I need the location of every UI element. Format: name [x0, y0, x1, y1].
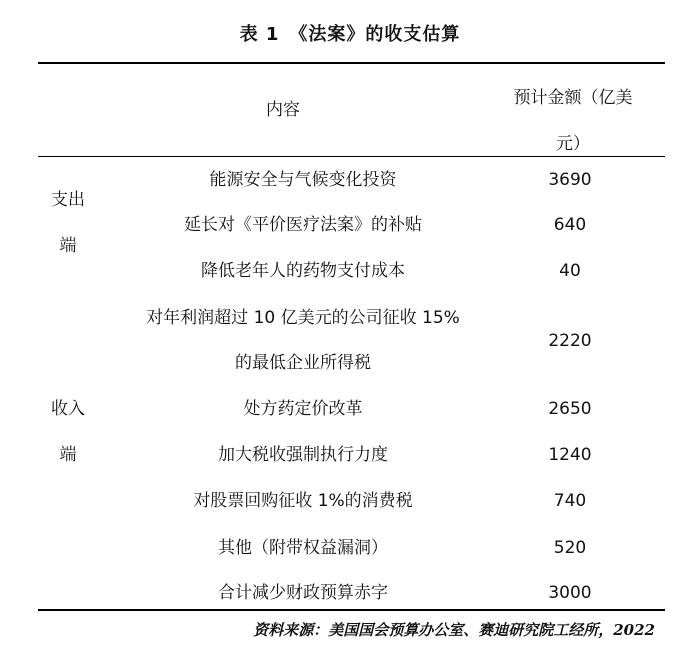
- table-row-item: 降低老年人的药物支付成本: [201, 261, 405, 281]
- category-spending-line2: 端: [59, 236, 77, 256]
- table-row-amount: 1240: [548, 445, 592, 465]
- category-spending: [38, 177, 98, 269]
- table-row-item: 能源安全与气候变化投资: [209, 170, 397, 190]
- category-spending-line1: 支出: [51, 190, 85, 210]
- table-row-amount: 2220: [548, 331, 592, 351]
- header-amount-line1: 预计金额（亿美: [513, 88, 633, 108]
- table-row-item-cont: 的最低企业所得税: [235, 353, 371, 373]
- table-row-amount: 3690: [548, 170, 592, 190]
- table-row-amount: 40: [559, 261, 581, 281]
- table-row-amount: 2650: [548, 399, 592, 419]
- table-row-item: 对年利润超过 10 亿美元的公司征收 15%: [146, 308, 460, 328]
- bottom-rule: [38, 609, 665, 611]
- category-revenue-line2: 端: [59, 445, 77, 465]
- table-row-item: 其他（附带权益漏洞）: [218, 538, 388, 558]
- category-revenue: [38, 386, 98, 478]
- header-amount-line2: 元）: [556, 134, 590, 154]
- header-content: 内容: [266, 100, 300, 120]
- table-row-total-item: 合计减少财政预算赤字: [218, 583, 388, 603]
- table-row-item: 处方药定价改革: [243, 399, 363, 419]
- source-note: 资料来源：美国国会预算办公室、赛迪研究院工经所，2022: [253, 621, 655, 639]
- top-rule: [38, 62, 665, 64]
- table-row-total-amount: 3000: [548, 583, 592, 603]
- table-row-item: 加大税收强制执行力度: [218, 445, 388, 465]
- header-amount: [498, 75, 648, 167]
- table-row-amount: 740: [553, 491, 587, 511]
- header-rule: [38, 156, 665, 157]
- table-row-item: 延长对《平价医疗法案》的补贴: [184, 215, 422, 235]
- table-row-item: 对股票回购征收 1%的消费税: [193, 491, 413, 511]
- category-revenue-line1: 收入: [51, 399, 85, 419]
- table-row-amount: 640: [553, 215, 587, 235]
- table-row-amount: 520: [553, 538, 587, 558]
- table-title: 表 1 《法案》的收支估算: [239, 24, 461, 45]
